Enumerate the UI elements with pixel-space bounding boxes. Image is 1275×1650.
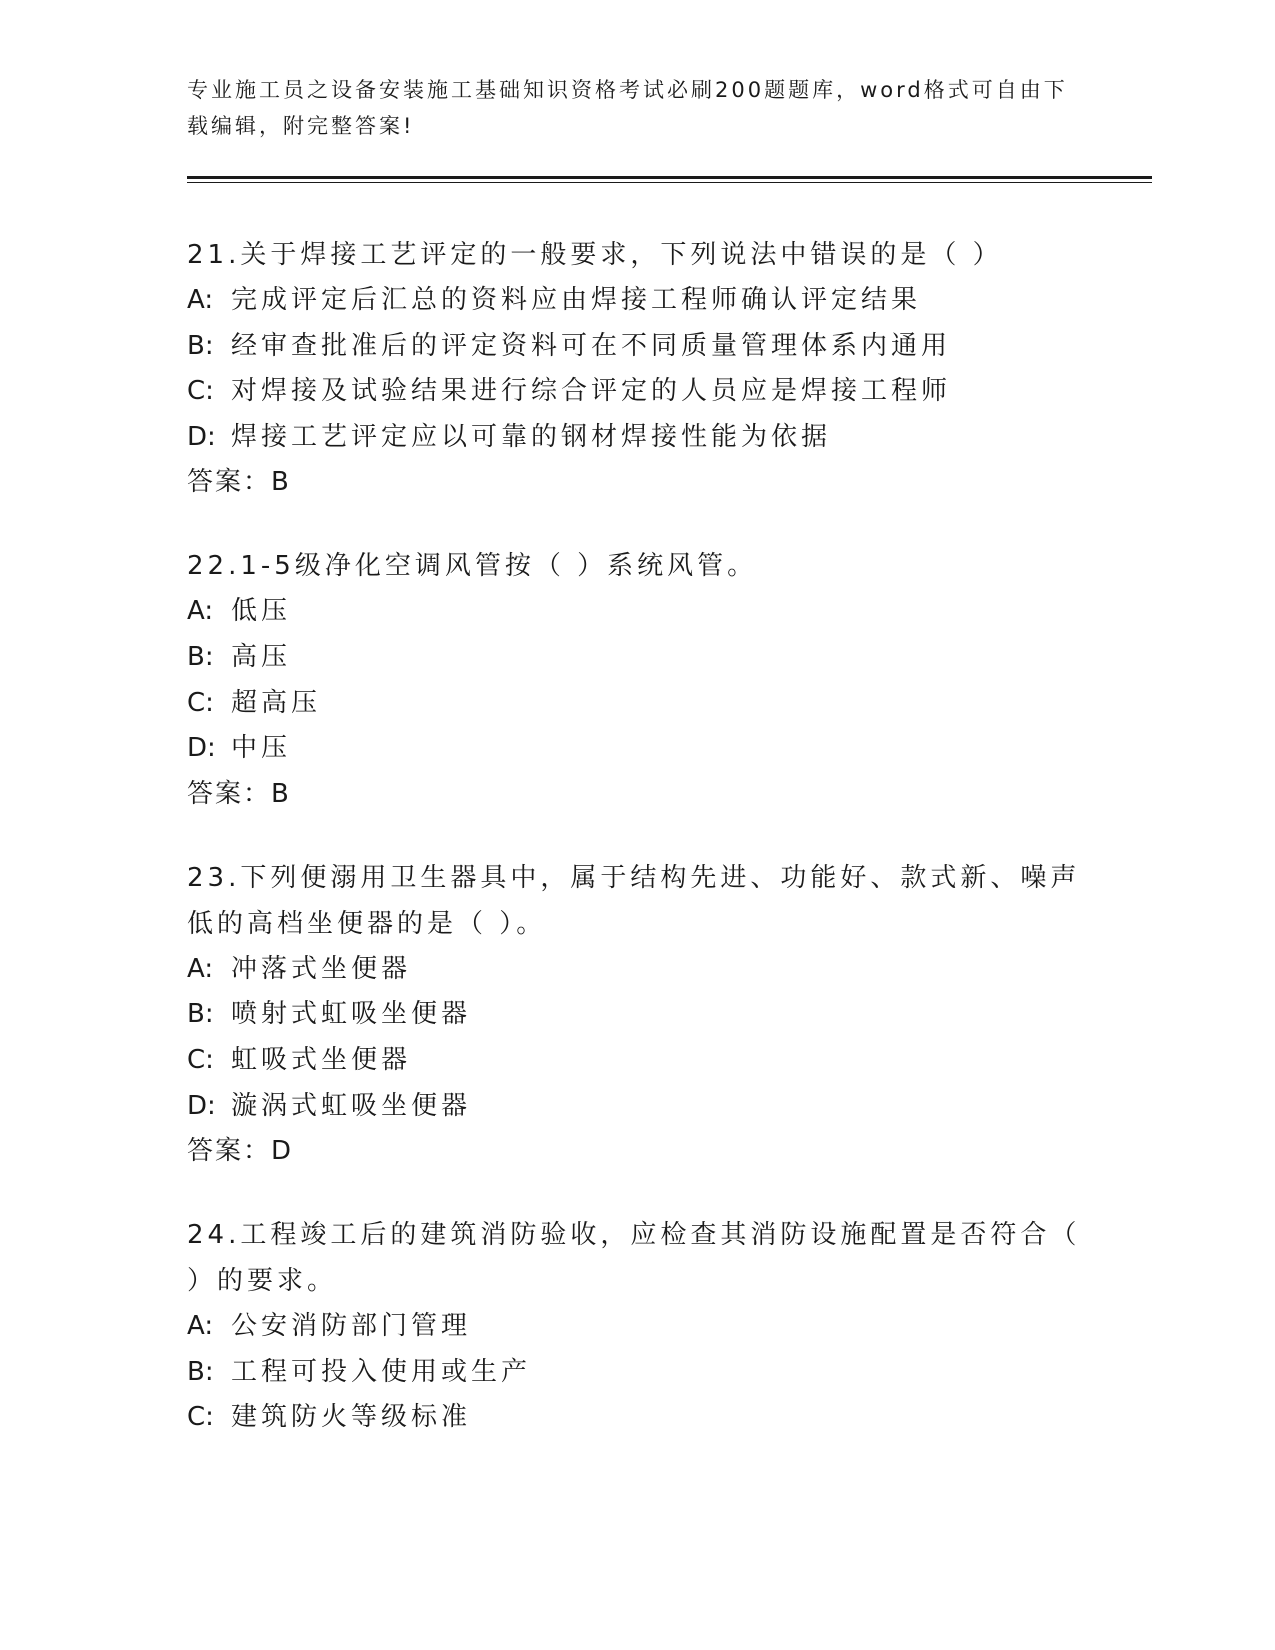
option-letter: C: [187,687,214,718]
option-letter: D: [187,1090,216,1121]
document-header: 专业施工员之设备安装施工基础知识资格考试必刷200题题库，word格式可自由下载编辑，附完整答案! [187,78,1068,138]
option-text: 完成评定后汇总的资料应由焊接工程师确认评定结果 [231,285,922,315]
option-a [187,947,1087,993]
question-21 [187,232,1087,505]
option-text: 低压 [231,596,292,627]
option-text: 超高压 [231,687,322,718]
option-text: 焊接工艺评定应以可靠的钢材焊接性能为依据 [231,421,832,452]
header-rule-thick [187,176,1152,179]
option-letter: B: [187,330,214,361]
option-letter: C: [187,1402,214,1433]
option-b [187,992,1087,1038]
option-b [187,324,1087,370]
option-text: 虹吸式坐便器 [231,1044,412,1075]
option-text: 中压 [231,733,292,764]
answer-line [187,460,1087,505]
question-23 [187,855,1087,1174]
option-letter: A: [187,1311,214,1342]
option-letter: D: [187,733,216,764]
option-a [187,278,1087,324]
header-rule-thin [187,182,1152,183]
option-text: 经审查批准后的评定资料可在不同质量管理体系内通用 [231,330,952,361]
option-text: 建筑防火等级标准 [231,1402,472,1433]
option-letter: D: [187,421,216,452]
option-d [187,1084,1087,1130]
option-a [187,1304,1087,1350]
question-stem: 21.关于焊接工艺评定的一般要求，下列说法中错误的是（ ） [187,240,1003,270]
option-b [187,635,1087,681]
option-letter: A: [187,285,214,315]
question-stem: 24.工程竣工后的建筑消防验收，应检查其消防设施配置是否符合（ ）的要求。 [187,1220,1081,1297]
option-letter: C: [187,376,214,407]
option-letter: C: [187,1044,214,1075]
answer-label: 答案： [187,1136,272,1167]
option-c [187,681,1087,727]
option-text: 喷射式虹吸坐便器 [231,999,472,1030]
option-c [187,1395,1087,1441]
option-b [187,1350,1087,1396]
answer-line [187,1129,1087,1174]
option-text: 高压 [231,641,292,672]
option-d [187,726,1087,772]
question-stem: 23.下列便溺用卫生器具中，属于结构先进、功能好、款式新、噪声低的高档坐便器的是（ ）。 [187,862,1081,939]
option-text: 工程可投入使用或生产 [231,1356,532,1387]
question-stem: 22.1-5级净化空调风管按（ ）系统风管。 [187,551,758,582]
option-letter: B: [187,1356,214,1387]
option-c [187,369,1087,415]
option-text: 对焊接及试验结果进行综合评定的人员应是焊接工程师 [231,376,952,407]
question-24 [187,1212,1087,1441]
option-letter: B: [187,641,214,672]
question-list [187,232,1087,1479]
option-letter: B: [187,999,214,1030]
answer-label: 答案： [187,778,272,809]
option-a [187,589,1087,635]
answer-value: B [271,467,293,498]
option-text: 漩涡式虹吸坐便器 [231,1090,472,1121]
option-text: 冲落式坐便器 [231,953,412,984]
option-d [187,415,1087,461]
option-letter: A: [187,596,214,627]
option-text: 公安消防部门管理 [231,1311,472,1342]
option-c [187,1038,1087,1084]
question-22 [187,543,1087,816]
answer-value: B [271,778,293,809]
answer-line [187,772,1087,817]
answer-label: 答案： [187,467,272,498]
answer-value: D [271,1136,296,1167]
option-letter: A: [187,953,214,984]
